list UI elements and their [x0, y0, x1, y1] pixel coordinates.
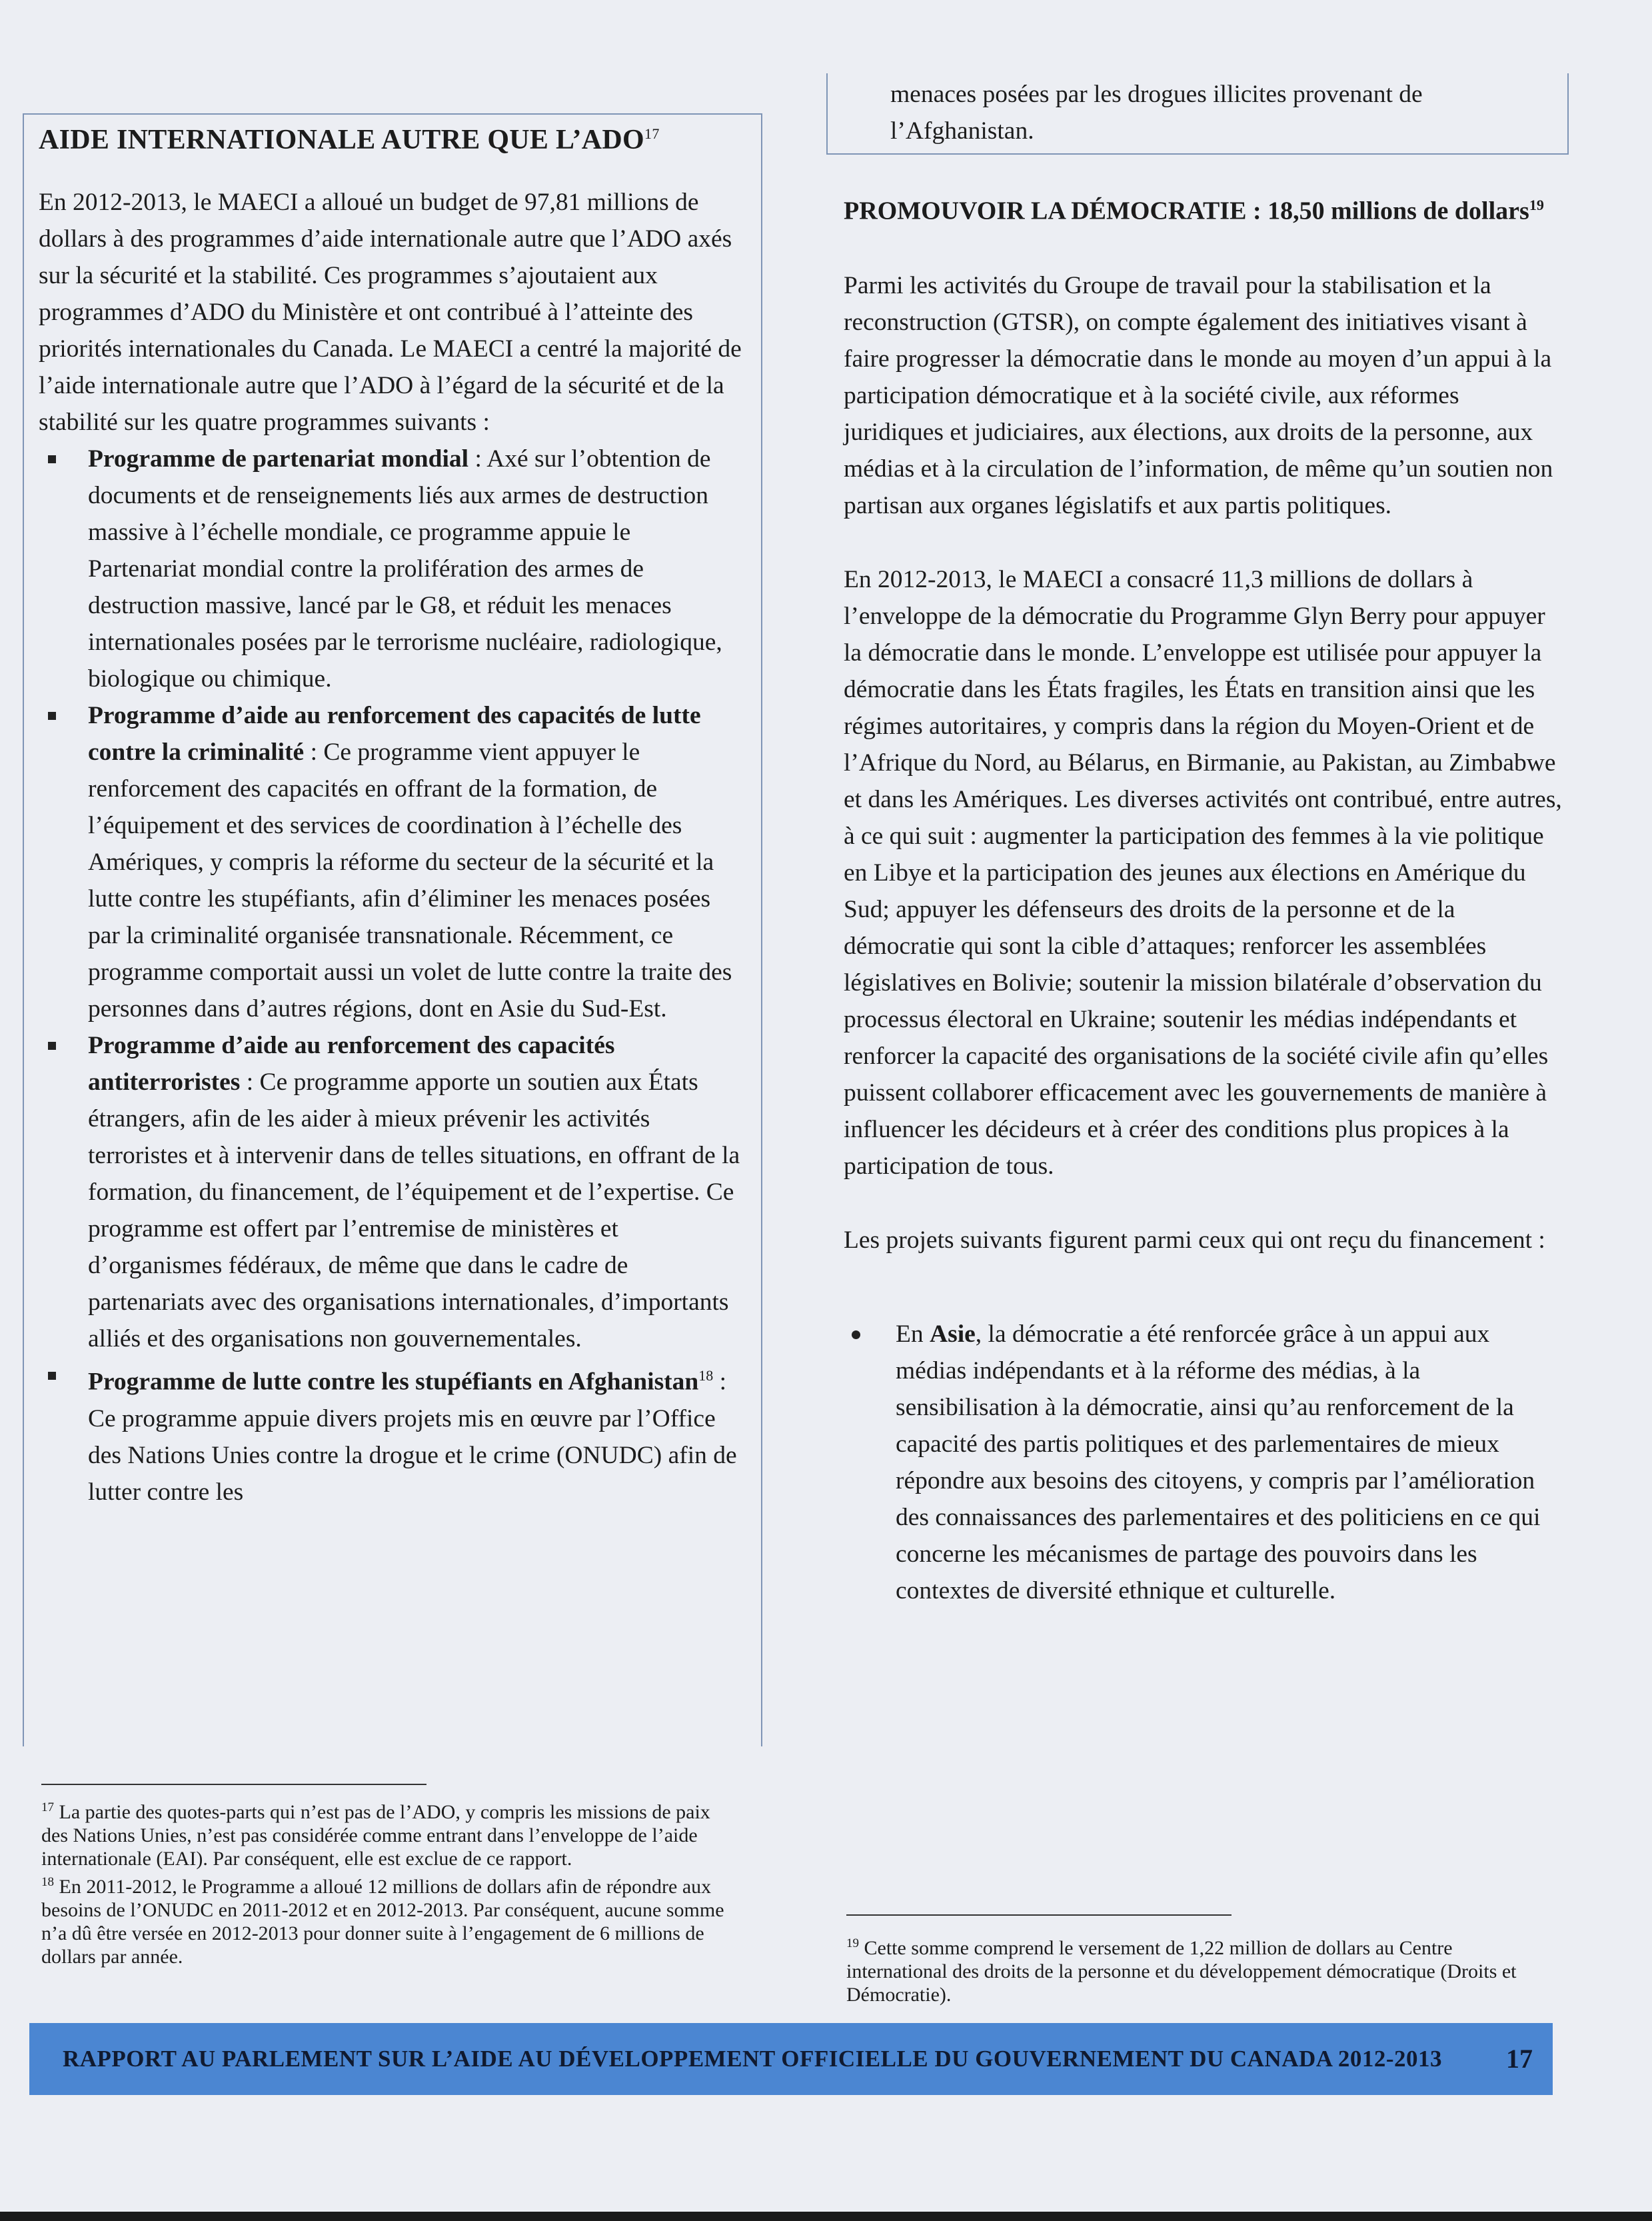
footnotes-left	[41, 1796, 741, 1968]
footnote-ref-19: 19	[1529, 197, 1544, 213]
program-item: Programme d’aide au renforcement des capacités de lutte contre la criminalité : Ce programme vient appuyer le renforcement des capacités en offrant de la formation, de l’équipement et des services de coordination à l’échelle des Amériques, y compris la réforme du secteur de la sécurité et la lutte contre les stupéfiants, afin d’éliminer les menaces posées par la criminalité organisée transnationale. Récemment, ce programme comportait aussi un volet de lutte contre la traite des personnes dans d’autres régions, dont en Asie du Sud-Est.	[39, 697, 745, 1027]
footer-title: RAPPORT AU PARLEMENT SUR L’AIDE AU DÉVELOPPEMENT OFFICIELLE DU GOUVERNEMENT DU CANADA 2012-2013	[63, 2046, 1442, 2072]
scan-edge	[0, 2212, 1652, 2221]
paragraph: En 2012-2013, le MAECI a consacré 11,3 millions de dollars à l’enveloppe de la démocratie du Programme Glyn Berry pour appuyer la démocratie dans le monde. L’enveloppe est utilisée pour appuyer la démocratie dans les États fragiles, les États en transition ainsi que les régimes autoritaires, y compris dans la région du Moyen-Orient et de l’Afrique du Nord, au Bélarus, en Birmanie, au Pakistan, au Zimbabwe et dans les Amériques. Les diverses activités ont contribué, entre autres, à ce qui suit : augmenter la participation des femmes à la vie politique en Libye et la participation des jeunes aux élections en Amérique du Sud; appuyer les défenseurs des droits de la personne et de la démocratie qui sont la cible d’attaques; renforcer les assemblées législatives en Bolivie; soutenir la mission bilatérale d’observation du processus électoral en Ukraine; soutenir les médias indépendants et renforcer la capacité des organisations de la société civile afin qu’elles puissent collaborer efficacement avec les gouvernements de manière à influencer les décideurs et à créer des conditions plus propices à la participation de tous.	[844, 565, 1562, 1180]
square-bullet-icon	[48, 1372, 56, 1380]
program-item: Programme d’aide au renforcement des capacités antiterroristes : Ce programme apporte un soutien aux États étrangers, afin de les aider à mieux prévenir les activités terroristes et à intervenir dans de telles situations, en offrant de la formation, du financement, de l’équipement et de l’expertise. Ce programme est offert par l’entremise de ministères et d’organismes fédéraux, de même que dans le cadre de partenariats avec des organisations internationales, d’importants alliés et des organisations non gouvernementales.	[39, 1027, 745, 1357]
democracy-heading: PROMOUVOIR LA DÉMOCRATIE : 18,50 millions de dollars$^{19}$	[844, 197, 1544, 225]
footnote-ref-17: 17	[644, 125, 660, 142]
square-bullet-icon	[48, 712, 56, 720]
footnote-separator	[846, 1914, 1232, 1916]
section-title: AIDE INTERNATIONALE AUTRE QUE L’ADO$^{17}$	[39, 125, 660, 155]
footnote-ref-18: 18	[698, 1367, 714, 1384]
program-list	[39, 441, 745, 1510]
continuation-text: menaces posées par les drogues illicites provenant de l’Afghanistan.	[890, 81, 1423, 145]
round-bullet-icon	[852, 1330, 860, 1339]
footnote-19: $^{19}$ Cette somme comprend le versement de 1,22 million de dollars au Centre international des droits de la personne et du développement démocratique (Droits et Démocratie).	[846, 1936, 1517, 2006]
footer-bar	[29, 2023, 1553, 2095]
left-sidebar-box	[23, 113, 762, 1746]
program-item: Programme de partenariat mondial : Axé sur l’obtention de documents et de renseignements liés aux armes de destruction massive à l’échelle mondiale, ce programme appuie le Partenariat mondial contre la prolifération des armes de destruction massive, lancé par le G8, et réduit les menaces internationales posées par le terrorisme nucléaire, radiologique, biologique ou chimique.	[39, 441, 745, 697]
left-section-body	[39, 184, 745, 1510]
continuation-box	[826, 73, 1569, 155]
footnotes-right	[846, 1932, 1553, 2006]
square-bullet-icon	[48, 455, 56, 463]
right-column	[844, 187, 1563, 1609]
footnote-separator	[41, 1784, 426, 1785]
list-item: En Asie, la démocratie a été renforcée grâce à un appui aux médias indépendants et à la réforme des médias, à la sensibilisation à la démocratie, ainsi qu’au renforcement de la capacité des partis politiques et des parlementaires de mieux répondre aux besoins des citoyens, y compris par l’amélioration des connaissances des parlementaires et des politiciens en ce qui concerne les mécanismes de partage des pouvoirs dans les contextes de diversité ethnique et culturelle.	[844, 1316, 1563, 1609]
project-list	[844, 1316, 1563, 1609]
program-item: Programme de lutte contre les stupéfiants en Afghanistan$^{18}$ : Ce programme appuie divers projets mis en œuvre par l’Office des Nations Unies contre la drogue et le crime (ONUDC) afin de lutter contre les	[39, 1357, 745, 1510]
paragraph: Parmi les activités du Groupe de travail pour la stabilisation et la reconstruction (GTSR), on compte également des initiatives visant à faire progresser la démocratie dans le monde au moyen d’un appui à la participation démocratique et à la société civile, aux réformes juridiques et judiciaires, aux élections, aux droits de la personne, aux médias et à la circulation de l’information, de même qu’un soutien non partisan aux organes législatifs et aux partis politiques.	[844, 271, 1553, 519]
intro-paragraph: En 2012-2013, le MAECI a alloué un budget de 97,81 millions de dollars à des programmes d’aide internationale autre que l’ADO axés sur la sécurité et la stabilité. Ces programmes s’ajoutaient aux programmes d’ADO du Ministère et ont contribué à l’atteinte des priorités internationales du Canada. Le MAECI a centré la majorité de l’aide internationale autre que l’ADO à l’égard de la sécurité et de la stabilité sur les quatre programmes suivants :	[39, 189, 742, 436]
footnote-18: $^{18}$ En 2011-2012, le Programme a alloué 12 millions de dollars afin de répondre aux besoins de l’ONUDC en 2011-2012 et en 2012-2013. Par conséquent, aucune somme n’a dû être versée en 2012-2013 pour donner suite à l’engagement de 6 millions de dollars par année.	[41, 1875, 724, 1968]
paragraph: Les projets suivants figurent parmi ceux qui ont reçu du financement :	[844, 1226, 1545, 1254]
square-bullet-icon	[48, 1042, 56, 1050]
page-number: 17	[1506, 2044, 1533, 2074]
footnote-17: $^{17}$ La partie des quotes-parts qui n’est pas de l’ADO, y compris les missions de paix des Nations Unies, n’est pas considérée comme entrant dans l’enveloppe de l’aide internationale (EAI). Par conséquent, elle est exclue de ce rapport.	[41, 1800, 710, 1870]
